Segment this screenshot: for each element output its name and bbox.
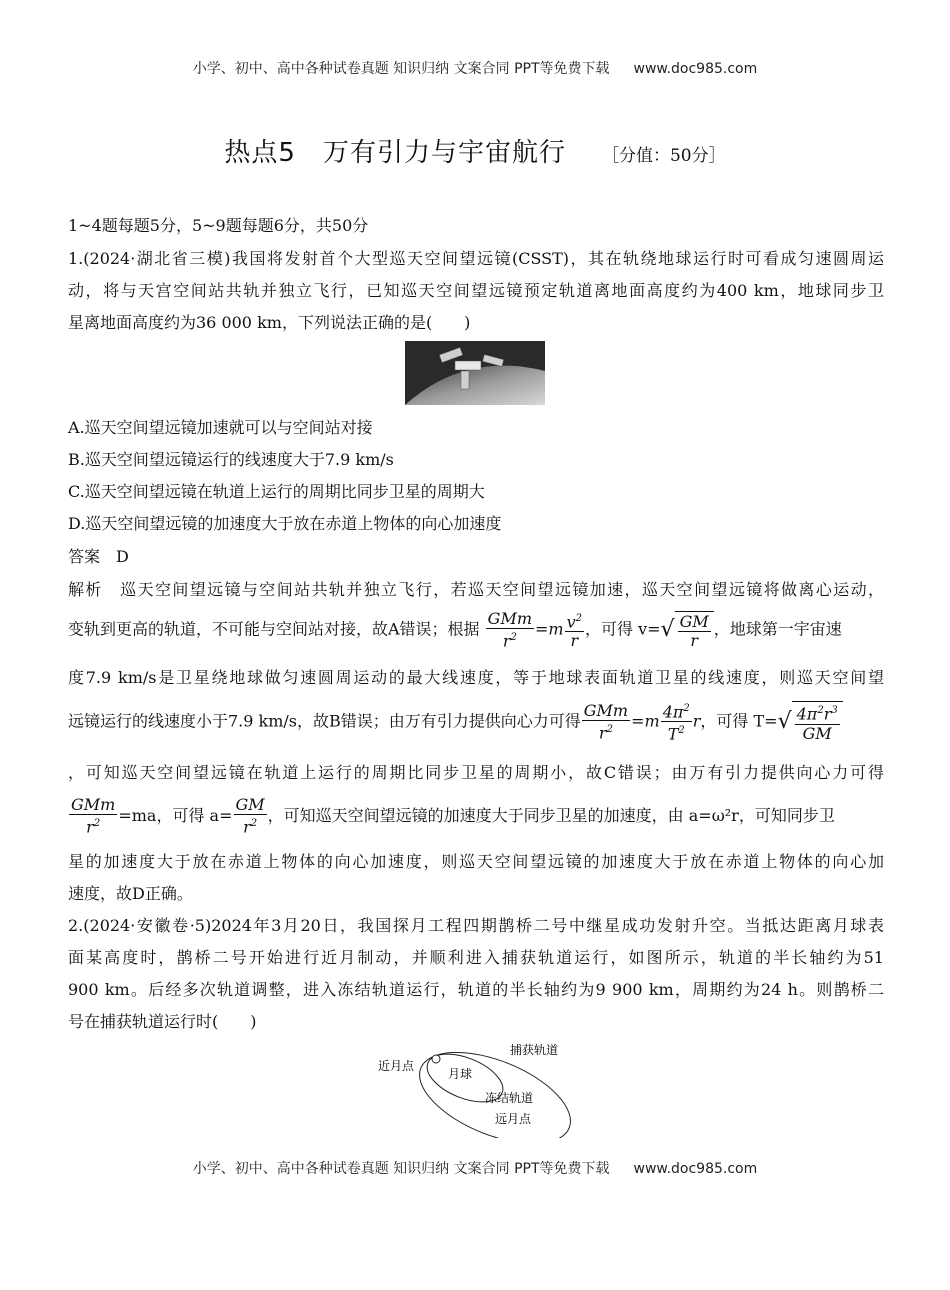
title-block xyxy=(0,132,950,169)
formula-gmm-r2: $\frac{\text{GMm}}{r^2}$ xyxy=(583,700,629,742)
intro-text: 1~4题每题5分，5~9题每题6分，共50分 xyxy=(68,216,369,235)
q1-analysis-line: 解析 巡天空间望远镜与空间站共轨并独立飞行，若巡天空间望远镜加速，巡天空间望远镜将做离心运动， xyxy=(68,580,884,599)
q1-stem-line: 动，将与天宫空间站共轨并独立飞行，已知巡天空间望远镜预定轨道离地面高度约为400 km，地球同步卫 xyxy=(68,281,884,300)
analysis-text: 变轨到更高的轨道，不可能与空间站对接，故A错误；根据 xyxy=(68,619,480,639)
answer-label: 答案 xyxy=(68,547,101,566)
formula-sqrt-4pi2r3-gm: $\frac{4\pi^2r^3}{GM}$ xyxy=(792,701,843,743)
header-site[interactable]: www.doc985.com xyxy=(633,61,758,77)
space-telescope-photo xyxy=(405,341,545,405)
q1-option-d: D.巡天空间望远镜的加速度大于放在赤道上物体的向心加速度 xyxy=(68,514,502,533)
q1-analysis-line: 度7.9 km/s是卫星绕地球做匀速圆周运动的最大线速度，等于地球表面轨道卫星的线速度，则巡天空间望 xyxy=(68,668,884,687)
q1-analysis-line: ，可知巡天空间望远镜在轨道上运行的周期比同步卫星的周期小，故C错误；由万有引力提供向心力可得 xyxy=(68,763,884,782)
answer-value: D xyxy=(116,547,129,566)
moon-marker xyxy=(432,1055,440,1063)
page-header xyxy=(0,58,950,78)
label-moon: 月球 xyxy=(448,1067,473,1081)
footer-text: 小学、初中、高中各种试卷真题 知识归纳 文案合同 PPT等免费下载 xyxy=(192,1161,610,1177)
page-title: 热点5 万有引力与宇宙航行 xyxy=(224,138,566,168)
analysis-text: ，可知巡天空间望远镜的加速度大于同步卫星的加速度，由 a=ω²r，可知同步卫 xyxy=(267,806,835,825)
q1-analysis-line xyxy=(68,795,835,837)
header-text: 小学、初中、高中各种试卷真题 知识归纳 文案合同 PPT等免费下载 xyxy=(192,61,610,77)
label-capture-orbit: 捕获轨道 xyxy=(510,1043,559,1057)
q1-analysis-line: 变轨到更高的轨道，不可能与空间站对接，故A错误；根据 $\frac{\text{GMm}}{r^2}$ =m $\frac{v^2}{r}$ ，可得 v=√ $\frac{GM}{r}$ ，地球第一宇宙速 xyxy=(68,609,842,651)
formula-v2-r: $\frac{v^2}{r}$ xyxy=(565,610,584,650)
q1-answer xyxy=(68,547,129,567)
analysis-text: 远镜运行的线速度小于7.9 km/s，故B错误；由万有引力提供向心力可得 xyxy=(68,711,581,731)
q1-option-a: A.巡天空间望远镜加速就可以与空间站对接 xyxy=(68,418,373,437)
q1-analysis-line: 星的加速度大于放在赤道上物体的向心加速度，则巡天空间望远镜的加速度大于放在赤道上物体的向心加 xyxy=(68,852,884,871)
analysis-text: =ma，可得 a= xyxy=(118,806,233,825)
q2-stem-line: 900 km。后经多次轨道调整，进入冻结轨道运行，轨道的半长轴约为9 900 km，周期约为24 h。则鹊桥二 xyxy=(68,980,884,999)
page-footer xyxy=(0,1158,950,1178)
q2-stem-line: 号在捕获轨道运行时( ) xyxy=(68,1012,257,1031)
formula-sqrt-gm-r: $\frac{GM}{r}$ xyxy=(675,611,714,650)
formula-gm-r2: $\frac{GM}{r^2}$ xyxy=(235,795,265,837)
label-far-point: 远月点 xyxy=(495,1112,532,1126)
orbit-diagram xyxy=(370,1038,580,1138)
q1-analysis-line: 远镜运行的线速度小于7.9 km/s，故B错误；由万有引力提供向心力可得 $\frac{\text{GMm}}{r^2}$ =m $\frac{4\pi^2}{T^2}$ r，可得 T=√ $\frac{4\pi^2r^3}{GM}$ xyxy=(68,700,843,744)
analysis-text: ，可得 T= xyxy=(700,711,778,731)
formula-gmm-r2: $\frac{\text{GMm}}{r^2}$ xyxy=(71,795,116,837)
q2-stem-line: 2.(2024·安徽卷·5)2024年3月20日，我国探月工程四期鹊桥二号中继星成功发射升空。当抵达距离月球表 xyxy=(68,916,884,935)
q1-option-b: B.巡天空间望远镜运行的线速度大于7.9 km/s xyxy=(68,450,394,469)
formula-gmm-r2: $\frac{\text{GMm}}{r^2}$ xyxy=(487,609,532,651)
formula-4pi2-t2: $\frac{4\pi^2}{T^2}$ xyxy=(661,700,692,744)
score-label: ［分值：50分］ xyxy=(601,146,726,166)
q1-stem-line: 星离地面高度约为36 000 km，下列说法正确的是( ) xyxy=(68,313,471,332)
analysis-text: ，可得 v= xyxy=(585,619,661,639)
analysis-text: ，地球第一宇宙速 xyxy=(713,619,842,639)
q1-stem-line: 1.(2024·湖北省三模)我国将发射首个大型巡天空间望远镜(CSST)，其在轨绕地球运行时可看成匀速圆周运 xyxy=(68,249,884,268)
q1-option-c: C.巡天空间望远镜在轨道上运行的周期比同步卫星的周期大 xyxy=(68,482,485,501)
q2-stem-line: 面某高度时，鹊桥二号开始进行近月制动，并顺利进入捕获轨道运行，如图所示，轨道的半长轴约为51 xyxy=(68,948,884,967)
footer-site[interactable]: www.doc985.com xyxy=(633,1161,758,1177)
label-near-point: 近月点 xyxy=(378,1059,415,1073)
label-frozen-orbit: 冻结轨道 xyxy=(485,1091,534,1105)
q1-analysis-line: 速度，故D正确。 xyxy=(68,884,193,903)
